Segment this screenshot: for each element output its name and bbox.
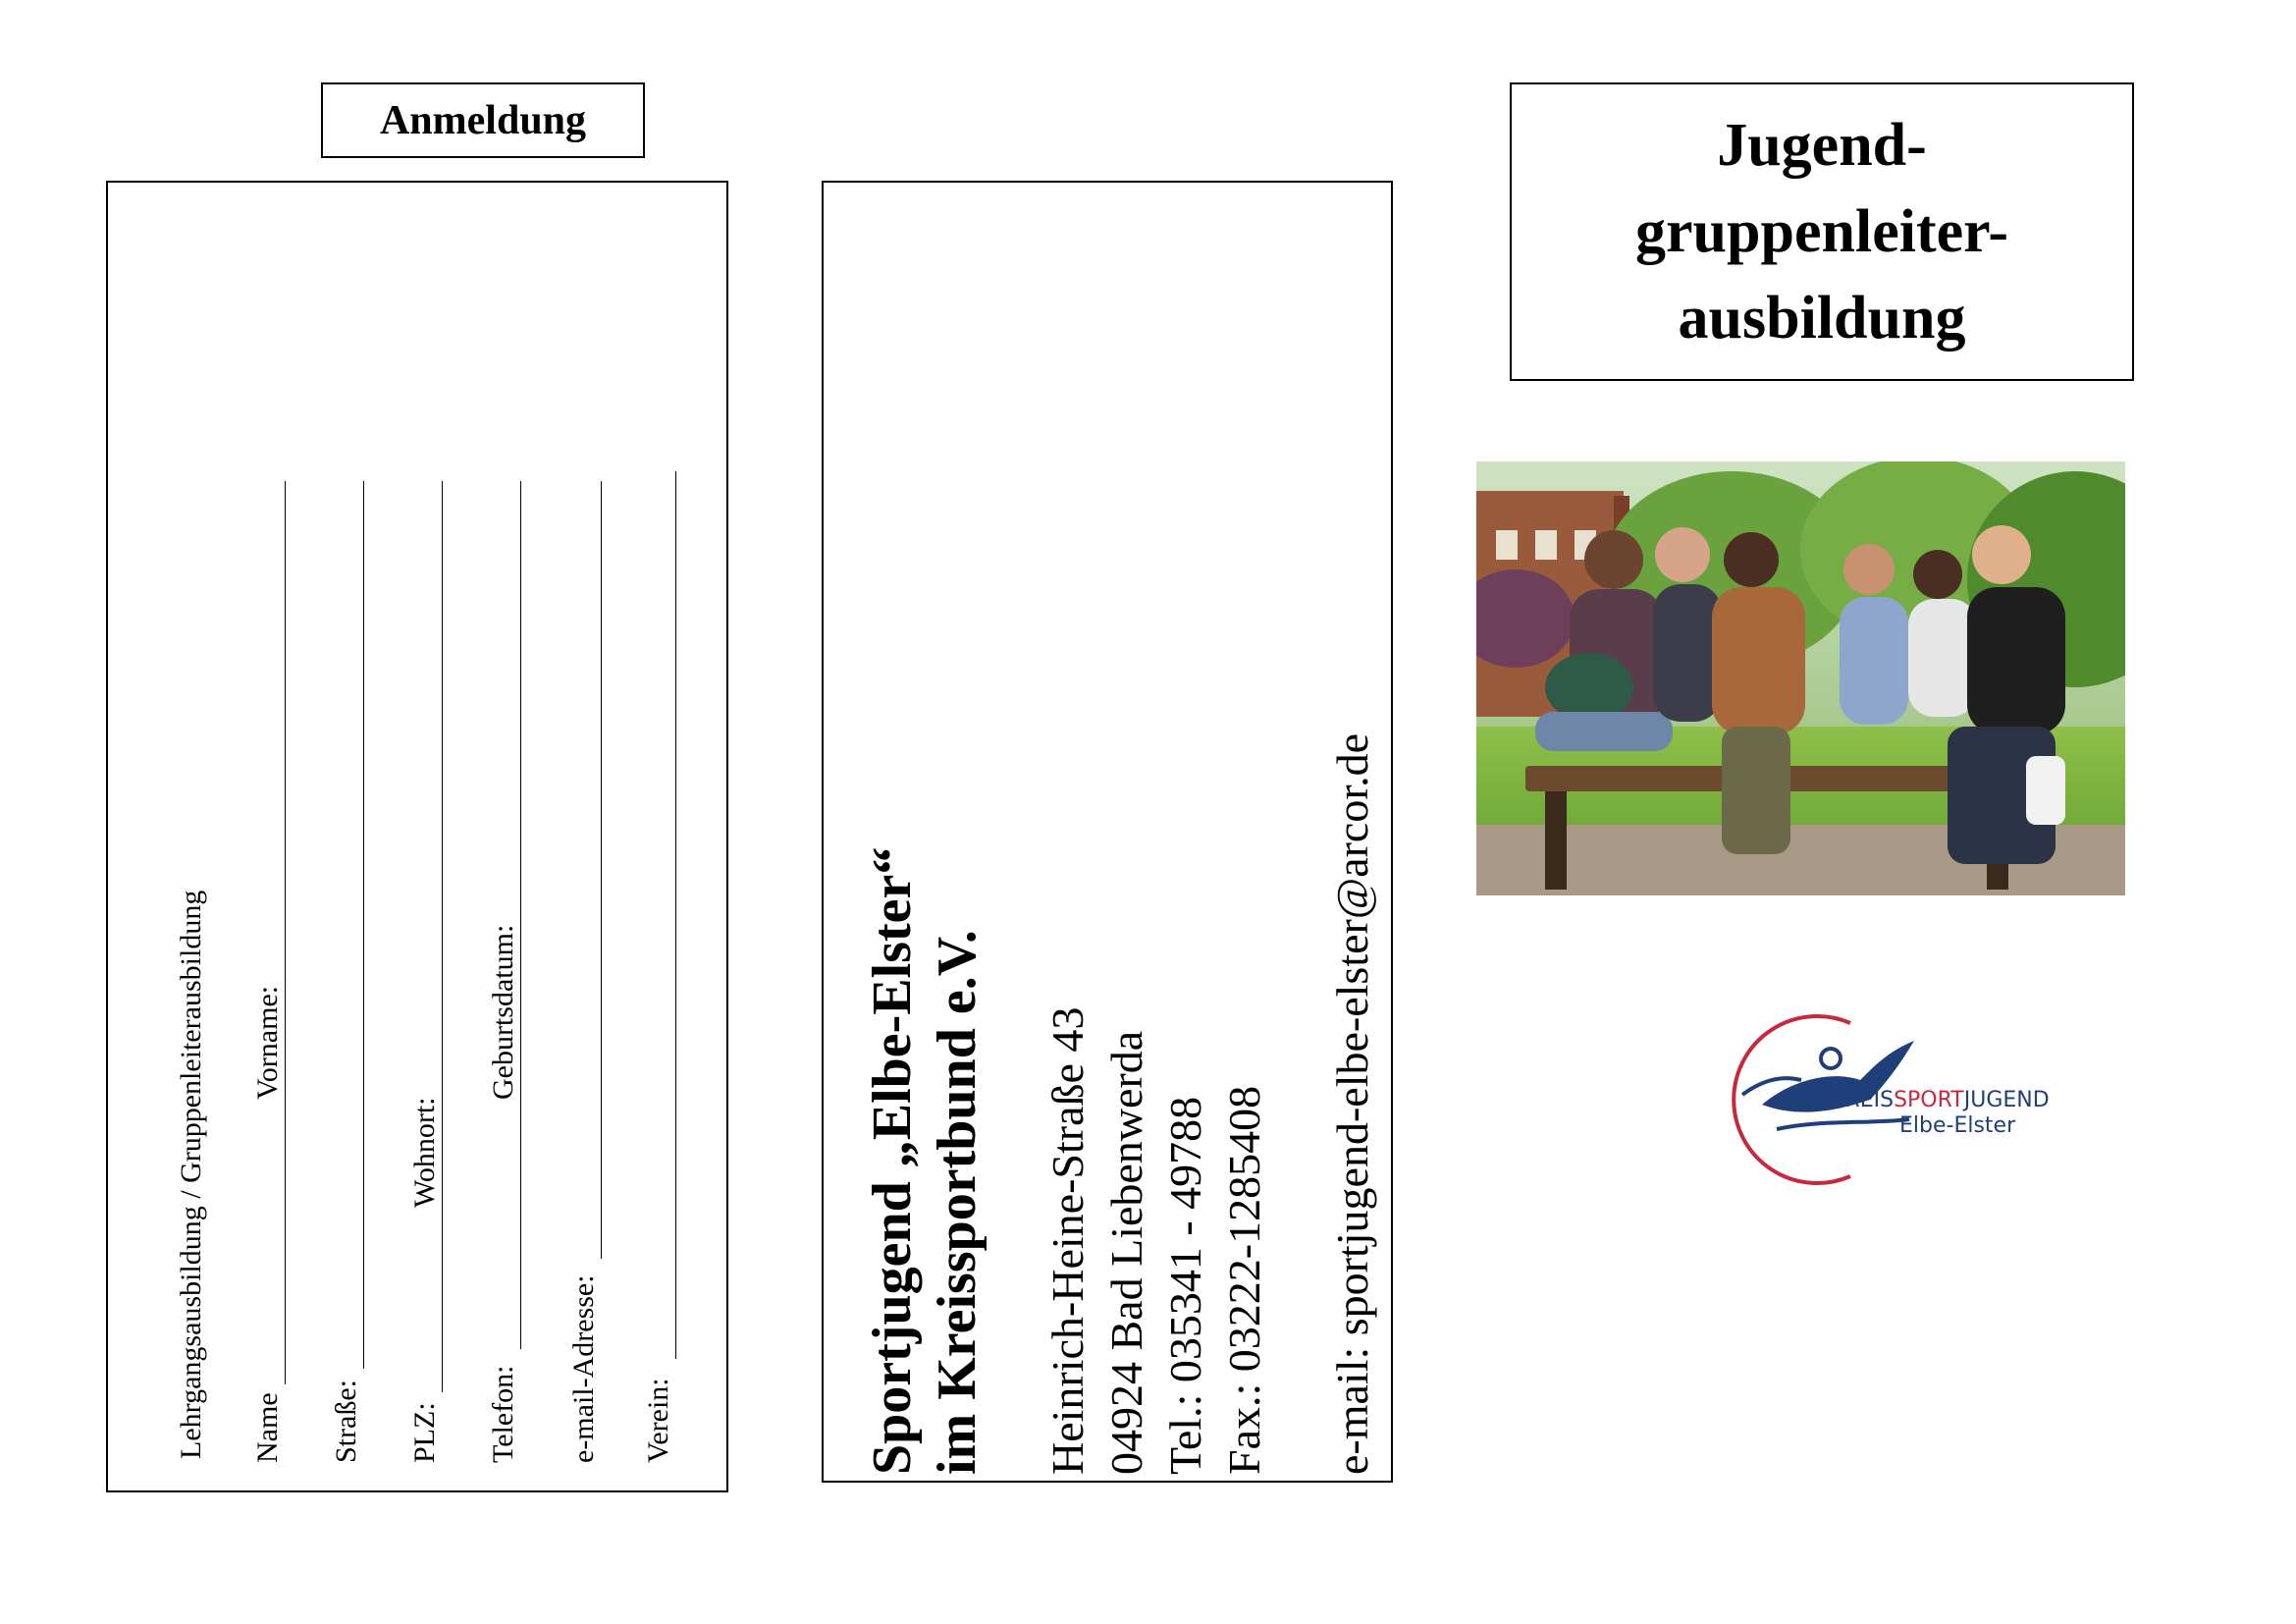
logo-text-sport: SPORT <box>1894 1088 1964 1112</box>
logo-text-jugend: JUGEND <box>1963 1088 2050 1112</box>
title-line-1: Jugend- <box>1717 112 1927 179</box>
address-email: e-mail: sportjugend-elbe-elster@arcor.de <box>1327 732 1377 1475</box>
address-city: 04924 Bad Liebenwerda <box>1101 1030 1151 1475</box>
logo-text-kreis: KREIS <box>1831 1088 1895 1112</box>
org-name-line2: im Kreissportbund e.V. <box>927 930 988 1475</box>
field-label-name: Name <box>251 1392 284 1463</box>
field-label-wohnort: Wohnort: <box>408 1093 442 1208</box>
group-photo <box>1476 461 2125 895</box>
title-line-3: ausbildung <box>1678 285 1966 352</box>
address-street: Heinrich-Heine-Straße 43 <box>1042 1006 1093 1475</box>
field-label-email: e-mail-Adresse: <box>567 1274 600 1463</box>
kreissportjugend-logo <box>1703 1011 2096 1188</box>
field-label-verein: Verein: <box>642 1378 674 1463</box>
form-title: Lehrgangsausbildung / Gruppenleiterausbildung <box>175 890 207 1459</box>
anmeldung-header <box>321 82 645 158</box>
org-name-line1: Sportjugend „Elbe-Elster“ <box>862 846 923 1475</box>
title-line-2: gruppenleiter- <box>1635 198 2008 265</box>
field-label-telefon: Telefon: <box>487 1365 519 1463</box>
logo-subtitle: Elbe-Elster <box>1899 1113 2016 1138</box>
address-tel: Tel.: 035341 - 49788 <box>1160 1096 1210 1475</box>
title-box <box>1510 82 2134 381</box>
address-panel <box>822 181 1393 1483</box>
registration-form <box>106 181 728 1492</box>
field-label-plz: PLZ: <box>408 1402 441 1463</box>
field-label-geburtsdatum: Geburtsdatum: <box>487 921 520 1100</box>
field-label-strasse: Straße: <box>330 1380 362 1463</box>
anmeldung-title: Anmeldung <box>379 97 587 143</box>
field-label-vorname: Vorname: <box>251 982 285 1100</box>
address-fax: Fax.: 03222-1285408 <box>1219 1085 1269 1475</box>
